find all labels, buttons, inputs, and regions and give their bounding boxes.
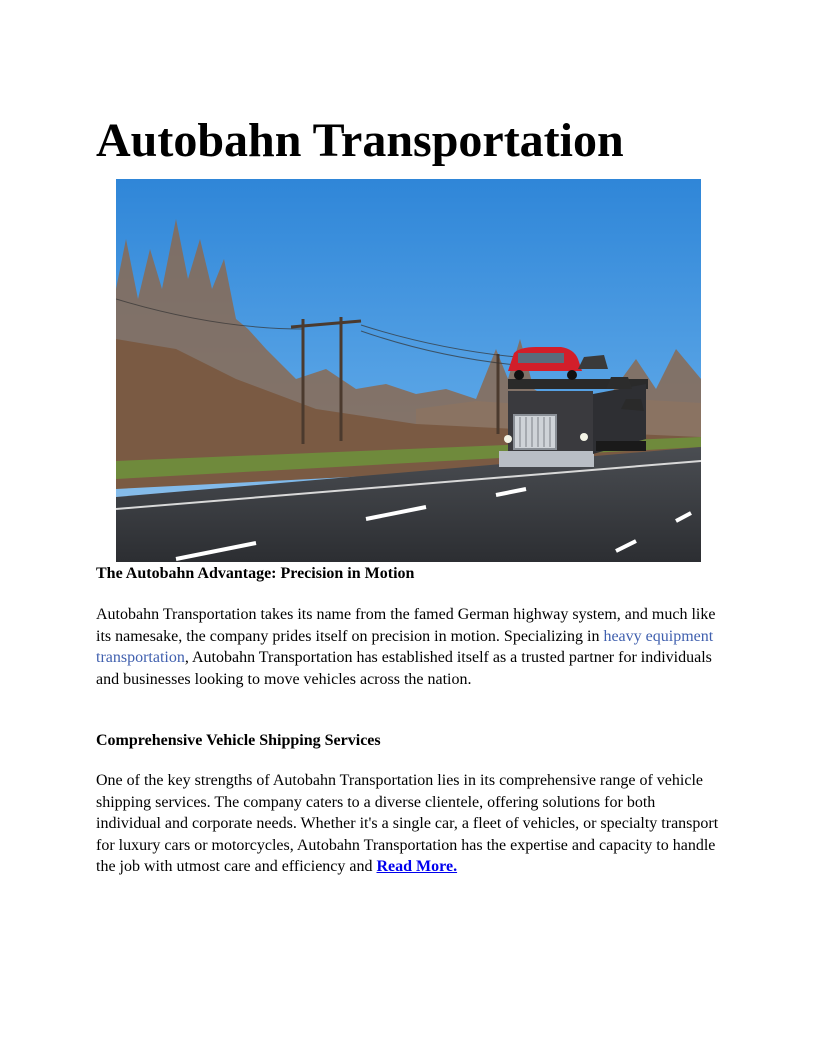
section-paragraph-services <box>96 770 720 878</box>
paragraph-text: Autobahn Transportation takes its name from the famed German highway system, and much like its namesake, the company prides itself on precision in motion. Specializing in <box>96 606 716 645</box>
section-heading-services: Comprehensive Vehicle Shipping Services <box>96 732 381 749</box>
heavy-equipment-link[interactable]: heavy equipment transportation <box>96 627 714 666</box>
page-title: Autobahn Transportation <box>96 114 624 167</box>
paragraph-text: One of the key strengths of Autobahn Transportation lies in its comprehensive range of vehicle shipping services. The company caters to a diverse clientele, offering solutions for both individual and corporate needs. Whether it's a single car, a fleet of vehicles, or specialty transport for luxury cars or motorcycles, Autobahn Transportation has the expertise and capacity to handle the job with utmost care and efficiency and <box>96 772 719 875</box>
car-carrier-truck-photo-icon <box>116 179 701 562</box>
section-heading-advantage: The Autobahn Advantage: Precision in Motion <box>96 565 415 582</box>
hero-image <box>116 179 701 562</box>
paragraph-text: , Autobahn Transportation has established itself as a trusted partner for individuals and businesses looking to move vehicles across the nation. <box>96 649 712 688</box>
read-more-link[interactable]: Read More. <box>376 858 458 875</box>
section-paragraph-advantage <box>96 604 720 690</box>
